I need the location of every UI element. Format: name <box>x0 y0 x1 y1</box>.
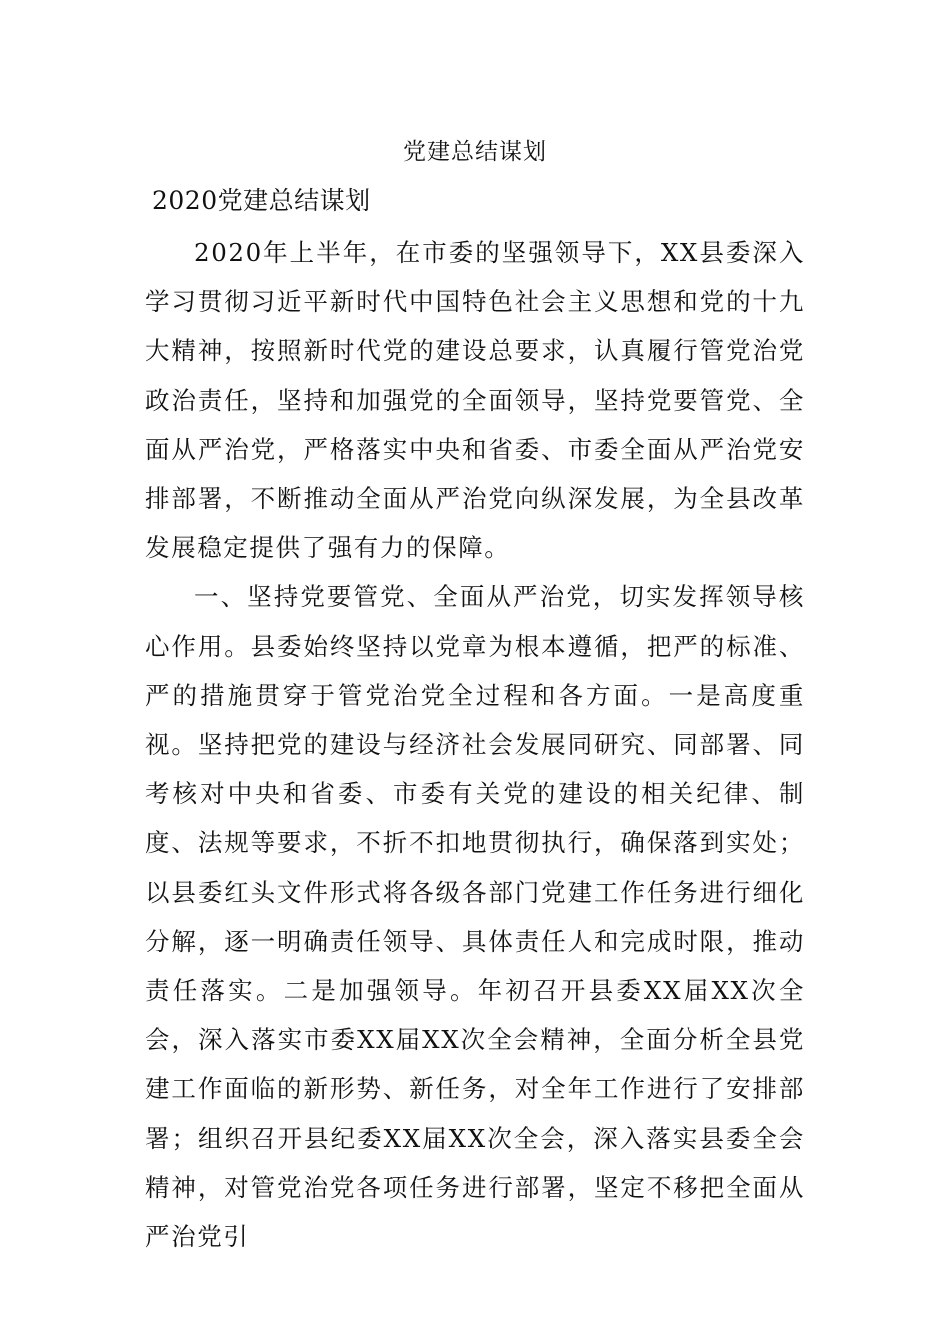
paragraph-section-one: 一、坚持党要管党、全面从严治党，切实发挥领导核心作用。县委始终坚持以党章为根本遵循，把严的标准、严的措施贯穿于管党治党全过程和各方面。一是高度重视。坚持把党的建设与经济社会发展同研究、同部署、同考核对中央和省委、市委有关党的建设的相关纪律、制度、法规等要求，不折不扣地贯彻执行，确保落到实处；以县委红头文件形式将各级各部门党建工作任务进行细化分解，逐一明确责任领导、具体责任人和完成时限，推动责任落实。二是加强领导。年初召开县委XX届XX次全会，深入落实市委XX届XX次全会精神，全面分析全县党建工作面临的新形势、新任务，对全年工作进行了安排部署；组织召开县纪委XX届XX次全会，深入落实县委全会精神，对管党治党各项任务进行部署，坚定不移把全面从严治党引 <box>145 582 805 1252</box>
document-subtitle: 2020党建总结谋划 <box>152 186 371 215</box>
paragraph-intro: 2020年上半年，在市委的坚强领导下，XX县委深入学习贯彻习近平新时代中国特色社会主义思想和党的十九大精神，按照新时代党的建设总要求，认真履行管党治党政治责任，坚持和加强党的全面领导，坚持党要管党、全面从严治党，严格落实中央和省委、市委全面从严治党安排部署，不断推动全面从严治党向纵深发展，为全县改革发展稳定提供了强有力的保障。 <box>145 238 805 563</box>
document-body <box>145 228 805 1261</box>
document-title: 党建总结谋划 <box>403 139 547 165</box>
